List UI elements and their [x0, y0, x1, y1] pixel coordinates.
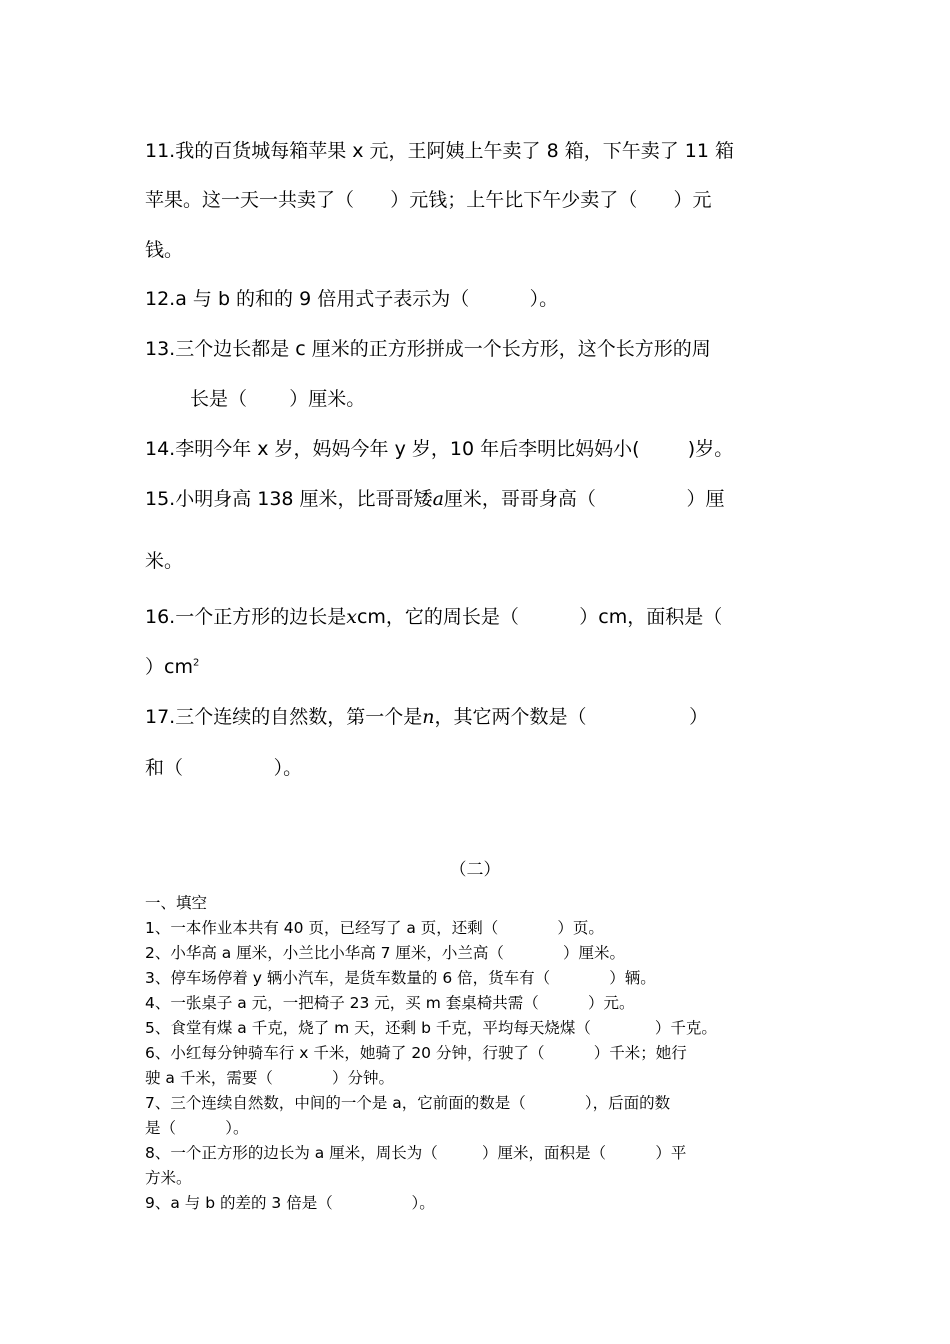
- q16-line-2: [145, 655, 199, 679]
- q16-text-b: cm，它的周长是（ ）cm，面积是（: [356, 606, 723, 628]
- list-item: 驶 a 千米，需要（ ）分钟。: [145, 1069, 394, 1087]
- list-item: 4、一张桌子 a 元，一把椅子 23 元，买 m 套桌椅共需（ ）元。: [145, 994, 635, 1012]
- list-item: 6、小红每分钟骑车行 x 千米，她骑了 20 分钟，行驶了（ ）千米；她行: [145, 1044, 687, 1062]
- q16-text-c: ）cm: [145, 656, 193, 678]
- list-item: 5、食堂有煤 a 千克，烧了 m 天，还剩 b 千克，平均每天烧煤（ ）千克。: [145, 1019, 717, 1037]
- q11-line-3: 钱。: [145, 239, 184, 261]
- q15-line-1: [145, 487, 725, 511]
- list-item: 3、停车场停着 y 辆小汽车，是货车数量的 6 倍，货车有（ ）辆。: [145, 969, 656, 987]
- section-heading: 一、填空: [145, 894, 208, 912]
- list-item: 方米。: [145, 1169, 192, 1187]
- list-item: 7、三个连续自然数，中间的一个是 a，它前面的数是（ ），后面的数: [145, 1094, 671, 1112]
- q15-line-2: 米。: [145, 550, 184, 572]
- q17-text-a: 17.三个连续的自然数，第一个是: [145, 706, 423, 728]
- q17-line-1: [145, 705, 708, 729]
- q13-line-1: 13.三个边长都是 c 厘米的正方形拼成一个长方形，这个长方形的周: [145, 338, 711, 360]
- q16-superscript: 2: [192, 657, 200, 669]
- list-item: 是（ ）。: [145, 1119, 249, 1137]
- list-item: 8、一个正方形的边长为 a 厘米，周长为（ ）厘米，面积是（ ）平: [145, 1144, 687, 1162]
- question-12: 12.a 与 b 的和的 9 倍用式子表示为（ ）。: [145, 288, 559, 310]
- q15-text-b: 厘米，哥哥身高（ ）厘: [443, 488, 725, 510]
- q16-variable: x: [346, 606, 357, 628]
- q11-line-2: 苹果。这一天一共卖了（ ）元钱；上午比下午少卖了（ ）元: [145, 189, 712, 211]
- q16-line-1: [145, 605, 722, 629]
- list-item: 1、一本作业本共有 40 页，已经写了 a 页，还剩（ ）页。: [145, 919, 604, 937]
- part-2-title: （二）: [449, 860, 501, 880]
- q11-line-1: 11.我的百货城每箱苹果 x 元，王阿姨上午卖了 8 箱，下午卖了 11 箱: [145, 140, 734, 162]
- q16-text-a: 16.一个正方形的边长是: [145, 606, 347, 628]
- q17-variable: n: [422, 706, 435, 728]
- q15-variable: a: [432, 488, 444, 510]
- q17-text-b: ，其它两个数是（ ）: [434, 706, 709, 728]
- q13-line-2: 长是（ ）厘米。: [190, 388, 366, 410]
- question-14: 14.李明今年 x 岁，妈妈今年 y 岁，10 年后李明比妈妈小( )岁。: [145, 438, 734, 460]
- list-item: 9、a 与 b 的差的 3 倍是（ ）。: [145, 1194, 435, 1212]
- q15-text-a: 15.小明身高 138 厘米，比哥哥矮: [145, 488, 433, 510]
- list-item: 2、小华高 a 厘米，小兰比小华高 7 厘米，小兰高（ ）厘米。: [145, 944, 626, 962]
- q17-line-2: 和（ ）。: [145, 757, 303, 779]
